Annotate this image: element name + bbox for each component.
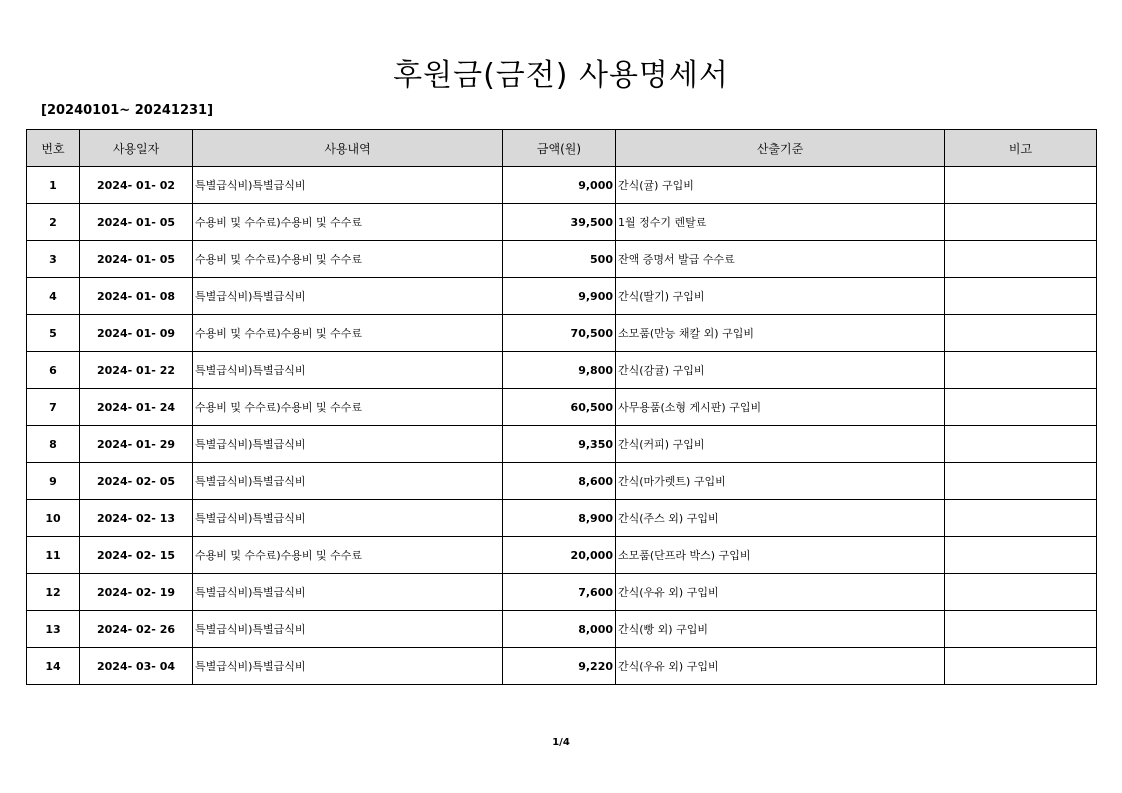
cell-no: 9 [27, 463, 80, 500]
table-row [27, 352, 1097, 389]
cell-note [945, 204, 1097, 241]
cell-amount: 8,600 [503, 463, 616, 500]
cell-date: 2024- 01- 02 [80, 167, 193, 204]
cell-amount: 9,800 [503, 352, 616, 389]
header-description: 사용내역 [193, 130, 503, 167]
cell-description: 특별급식비)특별급식비 [193, 278, 503, 315]
cell-note [945, 389, 1097, 426]
table-row [27, 241, 1097, 278]
cell-description: 수용비 및 수수료)수용비 및 수수료 [193, 537, 503, 574]
cell-amount: 9,350 [503, 426, 616, 463]
table-body [27, 167, 1097, 685]
cell-date: 2024- 02- 26 [80, 611, 193, 648]
cell-basis: 간식(마가렛트) 구입비 [616, 463, 945, 500]
cell-no: 1 [27, 167, 80, 204]
header-no: 번호 [27, 130, 80, 167]
cell-basis: 간식(주스 외) 구입비 [616, 500, 945, 537]
cell-no: 11 [27, 537, 80, 574]
cell-description: 특별급식비)특별급식비 [193, 352, 503, 389]
table-row [27, 611, 1097, 648]
cell-basis: 잔액 증명서 발급 수수료 [616, 241, 945, 278]
cell-description: 수용비 및 수수료)수용비 및 수수료 [193, 204, 503, 241]
table-row [27, 204, 1097, 241]
cell-basis: 간식(감귤) 구입비 [616, 352, 945, 389]
cell-no: 8 [27, 426, 80, 463]
cell-basis: 간식(커피) 구입비 [616, 426, 945, 463]
cell-amount: 9,220 [503, 648, 616, 685]
cell-description: 특별급식비)특별급식비 [193, 574, 503, 611]
cell-date: 2024- 01- 05 [80, 204, 193, 241]
cell-note [945, 167, 1097, 204]
cell-date: 2024- 02- 15 [80, 537, 193, 574]
cell-description: 특별급식비)특별급식비 [193, 426, 503, 463]
cell-no: 13 [27, 611, 80, 648]
cell-basis: 1월 정수기 렌탈료 [616, 204, 945, 241]
cell-amount: 39,500 [503, 204, 616, 241]
cell-date: 2024- 01- 08 [80, 278, 193, 315]
cell-no: 2 [27, 204, 80, 241]
table-row [27, 167, 1097, 204]
cell-amount: 9,000 [503, 167, 616, 204]
cell-basis: 소모품(만능 채칼 외) 구입비 [616, 315, 945, 352]
cell-basis: 소모품(단프라 박스) 구입비 [616, 537, 945, 574]
cell-no: 7 [27, 389, 80, 426]
cell-amount: 8,000 [503, 611, 616, 648]
cell-note [945, 648, 1097, 685]
cell-note [945, 500, 1097, 537]
cell-note [945, 315, 1097, 352]
cell-no: 10 [27, 500, 80, 537]
cell-date: 2024- 01- 22 [80, 352, 193, 389]
cell-description: 수용비 및 수수료)수용비 및 수수료 [193, 315, 503, 352]
table-row [27, 463, 1097, 500]
table-row [27, 278, 1097, 315]
table-row [27, 500, 1097, 537]
cell-basis: 간식(우유 외) 구입비 [616, 648, 945, 685]
cell-amount: 60,500 [503, 389, 616, 426]
cell-date: 2024- 01- 29 [80, 426, 193, 463]
cell-description: 특별급식비)특별급식비 [193, 611, 503, 648]
cell-description: 특별급식비)특별급식비 [193, 648, 503, 685]
cell-date: 2024- 01- 05 [80, 241, 193, 278]
cell-amount: 7,600 [503, 574, 616, 611]
cell-basis: 간식(우유 외) 구입비 [616, 574, 945, 611]
cell-basis: 사무용품(소형 게시판) 구입비 [616, 389, 945, 426]
cell-note [945, 241, 1097, 278]
header-note: 비고 [945, 130, 1097, 167]
table-row [27, 537, 1097, 574]
cell-date: 2024- 01- 24 [80, 389, 193, 426]
cell-no: 6 [27, 352, 80, 389]
cell-date: 2024- 01- 09 [80, 315, 193, 352]
cell-note [945, 611, 1097, 648]
cell-no: 3 [27, 241, 80, 278]
cell-amount: 20,000 [503, 537, 616, 574]
table-row [27, 648, 1097, 685]
table-row [27, 389, 1097, 426]
cell-description: 특별급식비)특별급식비 [193, 167, 503, 204]
table-row [27, 315, 1097, 352]
table-row [27, 426, 1097, 463]
cell-description: 특별급식비)특별급식비 [193, 500, 503, 537]
cell-date: 2024- 02- 19 [80, 574, 193, 611]
cell-date: 2024- 02- 13 [80, 500, 193, 537]
cell-basis: 간식(딸기) 구입비 [616, 278, 945, 315]
period-range: [20240101~ 20241231] [41, 103, 214, 118]
cell-note [945, 574, 1097, 611]
cell-note [945, 278, 1097, 315]
cell-description: 수용비 및 수수료)수용비 및 수수료 [193, 389, 503, 426]
cell-amount: 8,900 [503, 500, 616, 537]
cell-no: 14 [27, 648, 80, 685]
cell-description: 특별급식비)특별급식비 [193, 463, 503, 500]
header-basis: 산출기준 [616, 130, 945, 167]
cell-amount: 70,500 [503, 315, 616, 352]
header-date: 사용일자 [80, 130, 193, 167]
header-amount: 금액(원) [503, 130, 616, 167]
cell-basis: 간식(귤) 구입비 [616, 167, 945, 204]
cell-no: 5 [27, 315, 80, 352]
cell-note [945, 463, 1097, 500]
cell-no: 12 [27, 574, 80, 611]
cell-description: 수용비 및 수수료)수용비 및 수수료 [193, 241, 503, 278]
cell-date: 2024- 03- 04 [80, 648, 193, 685]
cell-basis: 간식(빵 외) 구입비 [616, 611, 945, 648]
cell-amount: 500 [503, 241, 616, 278]
cell-note [945, 426, 1097, 463]
cell-note [945, 352, 1097, 389]
cell-amount: 9,900 [503, 278, 616, 315]
table-row [27, 574, 1097, 611]
cell-note [945, 537, 1097, 574]
cell-date: 2024- 02- 05 [80, 463, 193, 500]
usage-table [26, 129, 1097, 685]
page-number: 1/4 [552, 737, 570, 748]
cell-no: 4 [27, 278, 80, 315]
document-title: 후원금(금전) 사용명세서 [393, 58, 729, 93]
table-header-row [27, 130, 1097, 167]
